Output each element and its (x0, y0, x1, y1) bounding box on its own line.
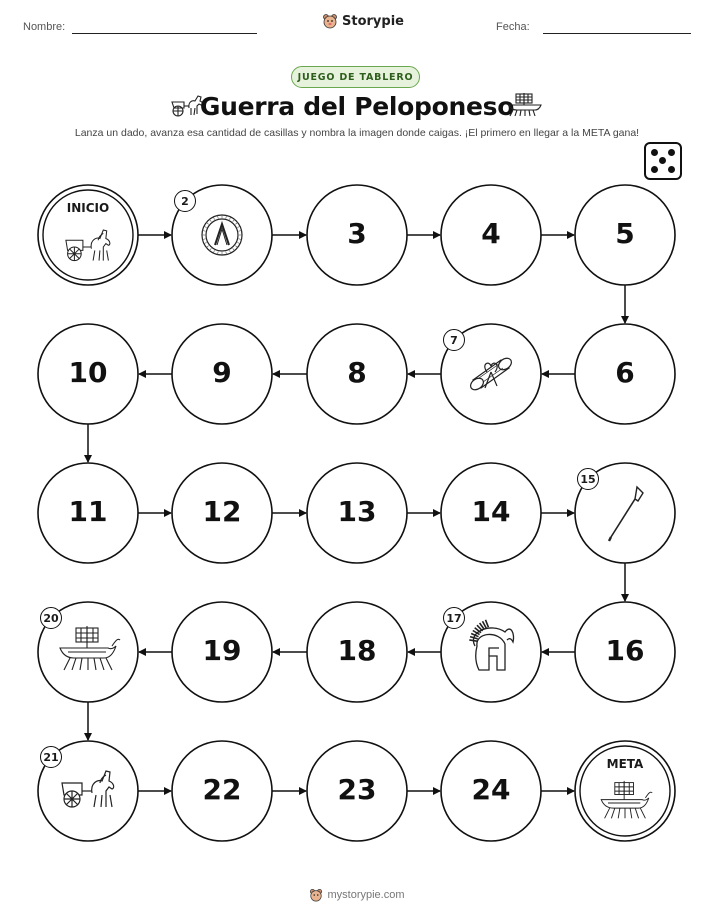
bear-icon (322, 13, 338, 29)
board-space-24[interactable] (441, 741, 541, 841)
instructions-text: Lanza un dado, avanza esa cantidad de casillas y nombra la imagen donde caigas. ¡El primero en llegar a la META gana! (74, 127, 640, 139)
page-title: Guerra del Peloponeso (199, 92, 515, 121)
space-number-badge: 20 (40, 607, 62, 629)
board-space-2[interactable] (172, 185, 272, 285)
game-type-badge: JUEGO DE TABLERO (291, 66, 420, 88)
finish-label: META (606, 757, 644, 771)
name-label: Nombre: (23, 21, 66, 33)
board-space-22[interactable] (172, 741, 272, 841)
space-number: 8 (347, 356, 367, 389)
space-number: 10 (68, 356, 108, 389)
board-space-14[interactable] (441, 463, 541, 563)
board-space-7[interactable] (441, 324, 541, 424)
board-space-5[interactable] (575, 185, 675, 285)
date-label: Fecha: (496, 21, 530, 33)
board-space-meta[interactable] (575, 741, 675, 841)
space-number-badge: 7 (443, 329, 465, 351)
space-number: 9 (212, 356, 232, 389)
board-space-4[interactable] (441, 185, 541, 285)
space-number: 6 (615, 356, 635, 389)
board-space-18[interactable] (307, 602, 407, 702)
space-number: 3 (347, 217, 367, 250)
space-number: 23 (337, 773, 377, 806)
space-number: 12 (202, 495, 242, 528)
board-space-6[interactable] (575, 324, 675, 424)
board-space-15[interactable] (575, 463, 675, 563)
board-space-16[interactable] (575, 602, 675, 702)
name-line[interactable] (72, 33, 257, 34)
space-number: 22 (202, 773, 242, 806)
space-number-badge: 17 (443, 607, 465, 629)
bear-icon (309, 888, 323, 902)
board-space-20[interactable] (38, 602, 138, 702)
footer (0, 888, 714, 902)
space-number: 19 (202, 634, 242, 667)
space-number: 14 (471, 495, 511, 528)
space-number-badge: 2 (174, 190, 196, 212)
board-space-8[interactable] (307, 324, 407, 424)
trireme-icon (507, 92, 543, 118)
start-label: INICIO (66, 201, 110, 215)
space-number-badge: 21 (40, 746, 62, 768)
date-line[interactable] (543, 33, 691, 34)
dice-icon (644, 142, 682, 180)
board-space-3[interactable] (307, 185, 407, 285)
space-number-badge: 15 (577, 468, 599, 490)
board-space-23[interactable] (307, 741, 407, 841)
board-space-11[interactable] (38, 463, 138, 563)
space-number: 11 (68, 495, 108, 528)
board-space-12[interactable] (172, 463, 272, 563)
space-number: 4 (481, 217, 501, 250)
board-space-10[interactable] (38, 324, 138, 424)
space-number: 13 (337, 495, 377, 528)
board-space-17[interactable] (441, 602, 541, 702)
board-space-13[interactable] (307, 463, 407, 563)
space-number: 16 (605, 634, 645, 667)
board-space-9[interactable] (172, 324, 272, 424)
brand-logo (322, 13, 404, 29)
space-number: 5 (615, 217, 635, 250)
space-number: 18 (337, 634, 377, 667)
footer-site[interactable]: mystorypie.com (327, 889, 405, 901)
brand-name: Storypie (342, 13, 404, 29)
board-space-19[interactable] (172, 602, 272, 702)
board-space-21[interactable] (38, 741, 138, 841)
space-number: 24 (471, 773, 511, 806)
board-space-inicio[interactable] (38, 185, 138, 285)
